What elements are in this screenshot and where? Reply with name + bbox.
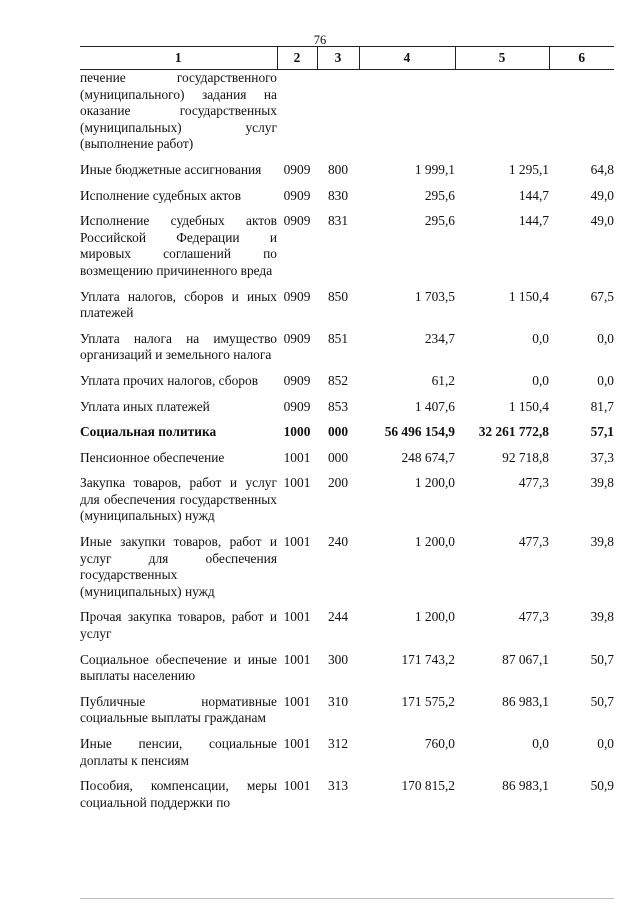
row-name-text: Публичные нормативные социальные выплаты гражданам bbox=[80, 693, 277, 726]
row-name-text: Пенсионное обеспечение bbox=[80, 449, 225, 465]
row-c6-cell bbox=[549, 70, 614, 162]
header-col-5: 5 bbox=[455, 47, 549, 70]
row-c5-cell: 1 150,4 bbox=[508, 288, 549, 304]
row-c5-cell: 86 983,1 bbox=[502, 778, 549, 794]
row-c2-cell: 0909 bbox=[283, 187, 311, 203]
row-name-cell bbox=[80, 424, 277, 450]
row-c5-cell: 1 150,4 bbox=[508, 398, 549, 414]
row-c3-cell: 000 bbox=[327, 424, 349, 440]
row-c6-cell: 39,8 bbox=[590, 609, 614, 625]
row-c6-cell: 50,7 bbox=[590, 651, 614, 667]
row-c6-cell: 67,5 bbox=[590, 288, 614, 304]
row-name-text: Исполнение судебных актов Российской Федерации и мировых соглашений по возмещению причиненного вреда bbox=[80, 213, 277, 278]
row-name-cell bbox=[80, 331, 277, 373]
row-c4-cell bbox=[359, 70, 455, 162]
row-c3-cell: 831 bbox=[327, 213, 349, 229]
row-name-text: Социальное обеспечение и иные выплаты населению bbox=[80, 651, 277, 684]
row-name-text: Иные бюджетные ассигнования bbox=[80, 161, 262, 177]
row-c4-cell: 760,0 bbox=[424, 736, 455, 751]
row-c2-cell: 1001 bbox=[283, 609, 311, 625]
row-name-text: Социальная политика bbox=[80, 424, 217, 440]
row-name-cell bbox=[80, 399, 277, 425]
row-name-cell bbox=[80, 652, 277, 694]
header-col-2: 2 bbox=[277, 47, 317, 70]
row-name-cell bbox=[80, 475, 277, 534]
row-name-text: Исполнение судебных актов bbox=[80, 187, 242, 203]
header-col-1: 1 bbox=[80, 47, 277, 70]
row-c4-cell: 171 743,2 bbox=[401, 651, 455, 667]
table-row bbox=[80, 736, 614, 778]
row-c5-cell: 92 718,8 bbox=[502, 449, 549, 465]
row-name-text: Уплата налога на имущество организаций и земельного налога bbox=[80, 330, 277, 363]
row-c4-cell: 171 575,2 bbox=[401, 693, 455, 709]
row-name-text: Иные пенсии, социальные доплаты к пенсиям bbox=[80, 736, 277, 768]
table-row bbox=[80, 188, 614, 214]
page-number: 76 bbox=[313, 33, 327, 47]
row-c5-cell: 87 067,1 bbox=[502, 651, 549, 667]
row-name-cell bbox=[80, 213, 277, 288]
row-c4-cell: 1 703,5 bbox=[414, 288, 455, 304]
row-c3-cell bbox=[317, 70, 359, 162]
row-c6-cell: 0,0 bbox=[597, 736, 614, 751]
row-c6-cell: 39,8 bbox=[590, 534, 614, 550]
header-col-3: 3 bbox=[317, 47, 359, 70]
row-c3-cell: 850 bbox=[327, 288, 349, 304]
row-c2-cell: 1001 bbox=[283, 651, 311, 667]
row-c5-cell: 86 983,1 bbox=[502, 693, 549, 709]
table-body bbox=[80, 70, 614, 821]
row-c5-cell: 32 261 772,8 bbox=[478, 424, 549, 440]
row-c4-cell: 295,6 bbox=[424, 187, 455, 203]
row-c6-cell: 37,3 bbox=[590, 449, 614, 465]
row-name-cell bbox=[80, 778, 277, 820]
bottom-rule bbox=[80, 898, 614, 899]
row-name-cell bbox=[80, 736, 277, 778]
row-c3-cell: 000 bbox=[327, 449, 349, 465]
row-c5-cell: 0,0 bbox=[532, 330, 549, 346]
row-name-cell bbox=[80, 70, 277, 162]
table-row bbox=[80, 213, 614, 288]
row-c2-cell bbox=[277, 70, 317, 162]
row-c4-cell: 248 674,7 bbox=[401, 449, 455, 465]
row-c4-cell: 61,2 bbox=[431, 372, 455, 388]
table-row bbox=[80, 162, 614, 188]
row-c5-cell: 477,3 bbox=[518, 534, 549, 550]
row-c6-cell: 50,7 bbox=[590, 693, 614, 709]
row-c5-cell: 477,3 bbox=[518, 609, 549, 625]
row-c2-cell: 1001 bbox=[283, 449, 311, 465]
table-row bbox=[80, 652, 614, 694]
table-row bbox=[80, 450, 614, 476]
row-name-cell bbox=[80, 450, 277, 476]
row-c3-cell: 800 bbox=[327, 161, 349, 177]
row-c3-cell: 240 bbox=[327, 534, 349, 550]
row-name-cell bbox=[80, 188, 277, 214]
row-c6-cell: 81,7 bbox=[590, 398, 614, 414]
row-c3-cell: 853 bbox=[327, 398, 349, 414]
row-c3-cell: 244 bbox=[327, 609, 349, 625]
table-row bbox=[80, 399, 614, 425]
row-c6-cell: 49,0 bbox=[590, 187, 614, 203]
table-row bbox=[80, 609, 614, 651]
row-c6-cell: 64,8 bbox=[590, 161, 614, 177]
row-c2-cell: 0909 bbox=[283, 213, 311, 229]
row-c2-cell: 0909 bbox=[283, 330, 311, 346]
row-c2-cell: 1001 bbox=[283, 534, 311, 550]
table-row bbox=[80, 694, 614, 736]
table-row bbox=[80, 424, 614, 450]
header-col-4: 4 bbox=[359, 47, 455, 70]
row-c2-cell: 0909 bbox=[283, 288, 311, 304]
row-c2-cell: 1001 bbox=[283, 693, 311, 709]
row-c3-cell: 851 bbox=[327, 330, 349, 346]
row-c2-cell: 1001 bbox=[283, 736, 311, 751]
row-name-cell bbox=[80, 694, 277, 736]
row-c6-cell: 57,1 bbox=[590, 424, 614, 440]
row-c5-cell: 1 295,1 bbox=[508, 161, 549, 177]
table-row bbox=[80, 331, 614, 373]
row-c2-cell: 1000 bbox=[283, 424, 311, 440]
row-c4-cell: 1 200,0 bbox=[414, 475, 455, 491]
row-c2-cell: 0909 bbox=[283, 398, 311, 414]
row-c5-cell: 144,7 bbox=[518, 187, 549, 203]
row-name-cell bbox=[80, 289, 277, 331]
row-c4-cell: 234,7 bbox=[424, 330, 455, 346]
row-c4-cell: 1 200,0 bbox=[414, 534, 455, 550]
row-c3-cell: 312 bbox=[327, 736, 349, 751]
row-c2-cell: 1001 bbox=[283, 475, 311, 491]
row-c3-cell: 310 bbox=[327, 693, 349, 709]
row-c5-cell bbox=[455, 70, 549, 162]
row-c2-cell: 0909 bbox=[283, 372, 311, 388]
table-header-row bbox=[80, 47, 614, 70]
row-name-cell bbox=[80, 609, 277, 651]
row-c4-cell: 1 407,6 bbox=[414, 398, 455, 414]
row-c4-cell: 1 200,0 bbox=[414, 609, 455, 625]
row-name-cell bbox=[80, 373, 277, 399]
table-row bbox=[80, 289, 614, 331]
table-row bbox=[80, 70, 614, 162]
row-c4-cell: 170 815,2 bbox=[401, 778, 455, 794]
table-row bbox=[80, 534, 614, 609]
row-name-text: печение государственного (муниципального) задания на оказание государственных (муниципальных) услуг (выполнение работ) bbox=[80, 70, 277, 152]
row-c2-cell: 1001 bbox=[283, 778, 311, 794]
row-c3-cell: 200 bbox=[327, 475, 349, 491]
table-row bbox=[80, 475, 614, 534]
row-c5-cell: 0,0 bbox=[532, 736, 549, 751]
row-c3-cell: 300 bbox=[327, 651, 349, 667]
header-col-6: 6 bbox=[549, 47, 614, 70]
row-c6-cell: 50,9 bbox=[590, 778, 614, 794]
row-name-text: Уплата иных платежей bbox=[80, 398, 210, 414]
row-name-cell bbox=[80, 162, 277, 188]
table-row bbox=[80, 778, 614, 820]
row-c4-cell: 295,6 bbox=[424, 213, 455, 229]
row-name-text: Иные закупки товаров, работ и услуг для обеспечения государственных (муниципальных) нужд bbox=[80, 534, 277, 599]
row-c3-cell: 313 bbox=[327, 778, 349, 794]
row-c5-cell: 477,3 bbox=[518, 475, 549, 491]
row-name-text: Закупка товаров, работ и услуг для обеспечения государственных (муниципальных) нужд bbox=[80, 475, 277, 524]
table-row bbox=[80, 373, 614, 399]
row-name-text: Пособия, компенсации, меры социальной поддержки по bbox=[80, 778, 277, 810]
row-name-text: Прочая закупка товаров, работ и услуг bbox=[80, 609, 277, 642]
row-c6-cell: 0,0 bbox=[597, 372, 614, 388]
row-c4-cell: 1 999,1 bbox=[414, 161, 455, 177]
row-name-text: Уплата прочих налогов, сборов bbox=[80, 372, 259, 388]
row-c5-cell: 0,0 bbox=[532, 372, 549, 388]
row-c3-cell: 852 bbox=[327, 372, 349, 388]
row-c3-cell: 830 bbox=[327, 187, 349, 203]
row-c6-cell: 0,0 bbox=[597, 330, 614, 346]
row-c2-cell: 0909 bbox=[283, 161, 311, 177]
row-name-cell bbox=[80, 534, 277, 609]
row-c6-cell: 39,8 bbox=[590, 475, 614, 491]
row-c4-cell: 56 496 154,9 bbox=[384, 424, 455, 440]
budget-table bbox=[80, 46, 614, 820]
row-name-text: Уплата налогов, сборов и иных платежей bbox=[80, 288, 277, 321]
row-c6-cell: 49,0 bbox=[590, 213, 614, 229]
row-c5-cell: 144,7 bbox=[518, 213, 549, 229]
